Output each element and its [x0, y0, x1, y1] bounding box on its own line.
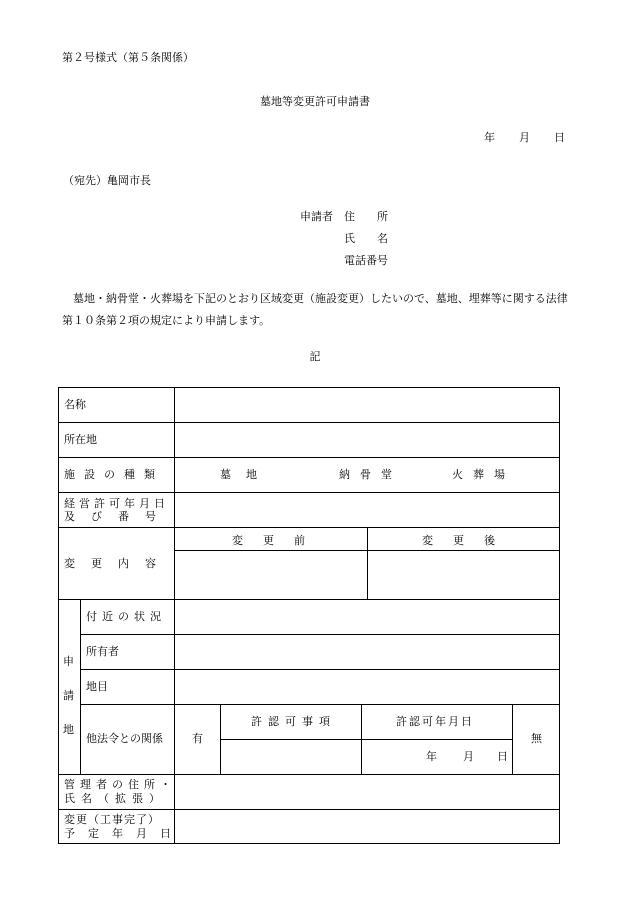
addressee: （宛先）亀岡市長 — [63, 174, 151, 187]
name-label: 氏 名 — [344, 232, 388, 245]
address-label: 住 所 — [344, 210, 388, 223]
option-no: 無 — [531, 732, 542, 745]
option-cemetery: 墓 地 — [220, 468, 259, 481]
label-permit-date: 経営許可年月日 — [64, 497, 169, 510]
header-approval-date: 許認可年月日 — [396, 715, 474, 728]
document-title: 墓地等変更許可申請書 — [260, 95, 370, 108]
option-ossuary: 納骨堂 — [339, 468, 402, 481]
label-land-category: 地目 — [86, 680, 108, 693]
date-month: 月 — [519, 131, 530, 144]
label-permit-number: 及び番号 — [64, 510, 172, 523]
date-day: 日 — [554, 131, 565, 144]
date-year: 年 — [484, 131, 495, 144]
header-approval-items: 許認可事項 — [251, 715, 336, 728]
label-completion-date: 予定年月日 — [64, 827, 184, 840]
option-crematorium: 火葬場 — [452, 468, 515, 481]
label-owner: 所有者 — [86, 645, 119, 658]
header-before: 変更前 — [232, 534, 325, 547]
approval-date-month: 月 — [463, 750, 474, 763]
ki-heading: 記 — [309, 350, 321, 363]
approval-date-day: 日 — [497, 750, 508, 763]
application-statement: 墓地・納骨堂・火葬場を下記のとおり区域変更（施設変更）したいので、墓地、埋葬等に関する法律第１０条第２項の規定により申請します。 — [62, 292, 568, 327]
date-line — [484, 131, 565, 144]
label-completion-change: 変更（工事完了） — [64, 813, 160, 826]
approval-date-year: 年 — [426, 750, 437, 763]
label-manager-name: 氏名（拡張） — [64, 792, 166, 805]
header-after: 変更後 — [422, 534, 515, 547]
label-manager-address: 管理者の住所・ — [64, 778, 176, 791]
label-name: 名称 — [64, 398, 86, 411]
form-number: 第２号様式（第５条関係） — [62, 51, 194, 64]
option-yes: 有 — [192, 732, 203, 745]
applicant-block — [300, 210, 388, 276]
label-facility-type: 施設の種類 — [64, 468, 164, 481]
label-nearby-status: 付近の状況 — [86, 610, 166, 623]
applicant-role: 申請者 — [300, 210, 333, 223]
label-change-content: 変更内容 — [64, 557, 172, 570]
label-application-site: 申請地 — [63, 655, 74, 736]
application-table — [58, 387, 560, 844]
label-other-laws: 他法令との関係 — [86, 732, 163, 745]
phone-label: 電話番号 — [344, 254, 388, 267]
label-location: 所在地 — [64, 433, 97, 446]
